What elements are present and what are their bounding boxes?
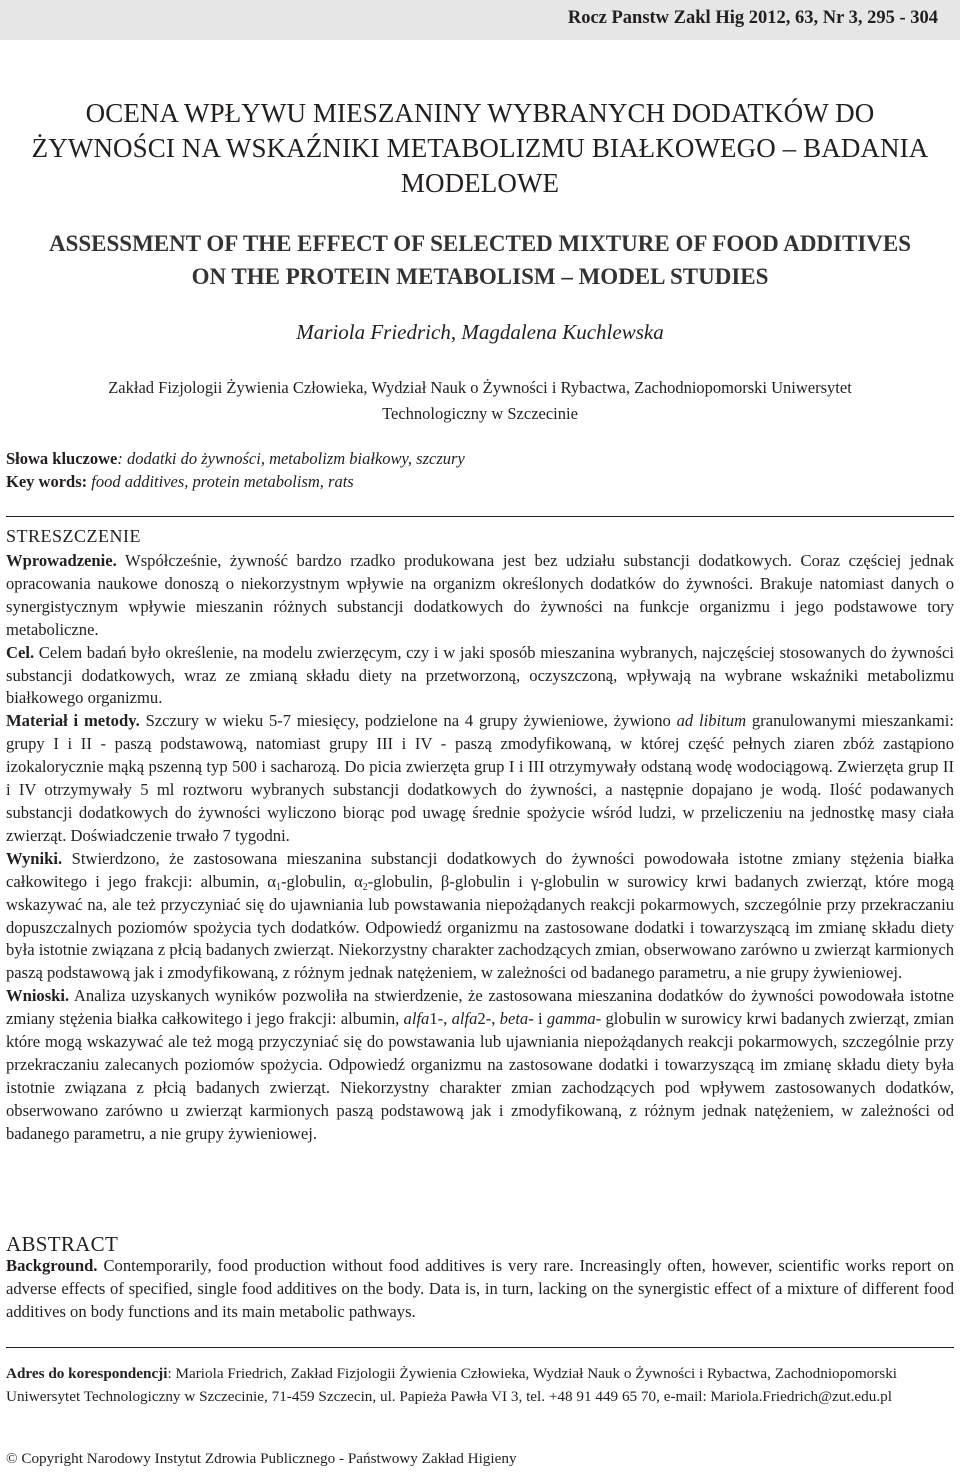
keywords-english-values: food additives, protein metabolism, rats [87,472,354,491]
text-wyniki-2: -globulin, α [280,871,363,891]
authors: Mariola Friedrich, Magdalena Kuchlewska [296,320,664,344]
label-wprowadzenie: Wprowadzenie. [6,551,117,570]
divider-bottom [6,1347,954,1348]
paragraph-material [6,710,954,847]
streszczenie-heading: STRESZCZENIE [6,526,141,546]
divider-top [6,516,954,517]
label-wyniki: Wyniki. [6,848,63,868]
label-material: Materiał i metody. [6,711,140,731]
keywords-english-label: Key words: [6,472,88,491]
text-wnioski-2: 1-, [429,1009,452,1029]
journal-header-band [0,0,960,40]
text-material-2: granulowanymi mieszankami: grupy I i II - paszą podstawową, natomiast grupy III i IV - paszą zmodyfikowaną, w której część pełnych ziaren zbóż zastąpiono izokalorycznie mąką pszenną typ 500 i sacharozą. Do picia zwierzęta grup I i III otrzymywały odstaną wodę wodociągową. Zwierzęta grup II i IV otrzymywały 5 ml roztworu wybranych substancji dodatkowych do żywności, a następnie dopajano je wodą. Ilość podawanych substancji dodatkowych do żywności wyliczono biorąc pod uwagę średnie spożycie wśród ludzi, w przeliczeniu na jednostkę masy ciała zwierząt. Doświadczenie trwało 7 tygodni. [6,711,954,845]
label-cel: Cel. [6,642,35,662]
keywords-polish-values: dodatki do żywności, metabolizm białkowy, szczury [122,449,465,468]
paragraph-wyniki [6,848,954,985]
text-wyniki-3: -globulin, β-globulin i γ-globulin w surowicy krwi badanych zwierząt, które mogą wskazywać na, ale też przyczyniać się do ujawniania lub powstawania niepożądanych reakcji pokarmowych, szczególnie przy przekraczaniu dopuszczalnych poziomów spożycia tych dodatków. Odpowiedź organizmu na zastosowane dodatki i towarzyszącą im zmianę składu diety była istotnie związana z płcią badanych zwierząt. Niekorzystny charakter zachodzących zmian, obserwowano zarówno u zwierząt karmionych paszą podstawową jak i zmodyfikowaną, z różnym jednak natężeniem, w zależności od badanego parametru, a nie grupy żywieniowej. [6,871,954,983]
title-polish-line: ŻYWNOŚCI NA WSKAŹNIKI METABOLIZMU BIAŁKOWEGO – BADANIA [31,133,929,163]
text-wnioski-4: - i [528,1009,547,1029]
keywords-polish [6,449,465,469]
affiliation-line: Zakład Fizjologii Żywienia Człowieka, Wydział Nauk o Żywności i Rybactwa, Zachodniopomorski Uniwersytet [108,378,852,397]
text-wnioski-alfa2: alfa [451,1009,478,1029]
paragraph-background [6,1255,954,1324]
text-material-italic: ad libitum [676,711,747,731]
paragraph-wprowadzenie [6,550,954,642]
label-wnioski: Wnioski. [6,986,70,1006]
paragraph-cel [6,642,954,711]
keywords-polish-label: Słowa kluczowe [6,449,118,468]
correspondence-label: Adres do korespondencji [6,1365,168,1382]
title-polish-line: OCENA WPŁYWU MIESZANINY WYBRANYCH DODATKÓW DO [85,98,875,128]
abstract-body [6,1255,954,1324]
title-english [0,227,960,293]
title-polish-line: MODELOWE [400,168,560,198]
subscript-1: 1 [275,881,281,893]
text-material-1: Szczury w wieku 5-7 miesięcy, podzielone na 4 grupy żywieniowe, żywiono [139,711,677,731]
text-wprowadzenie: Współcześnie, żywność bardzo rzadko produkowana jest bez udziału substancji dodatkowych. Coraz częściej jednak opracowania naukowe donoszą o niekorzystnym wpływie na organizm określonych dodatków do żywności. Brakuje natomiast danych o synergistycznym wpływie mieszanin różnych substancji dodatkowych do żywności na funkcje organizmu i jego podstawowe tory metaboliczne. [6,551,954,639]
text-wyniki-1: Stwierdzono, że zastosowana mieszanina substancji dodatkowych do żywności powodowała istotne zmiany stężenia białka całkowitego i jego frakcji: albumin, α [6,848,954,891]
copyright: © Copyright Narodowy Instytut Zdrowia Publicznego - Państwowy Zakład Higieny [6,1450,517,1467]
text-wnioski-alfa1: alfa [403,1009,430,1029]
correspondence [6,1363,954,1408]
correspondence-text: : Mariola Friedrich, Zakład Fizjologii Żywienia Człowieka, Wydział Nauk o Żywności i Rybactwa, Zachodniopomorski Uniwersytet Technologiczny w Szczecinie, 71-459 Szczecin, ul. Papieża Pawła VI 3, tel. +48 91 449 65 70, e-mail: Mariola.Friedrich@zut.edu.pl [6,1365,898,1405]
text-wnioski-5: - globulin w surowicy krwi badanych zwierząt, zmian które mogą wskazywać ale też mogą przyczyniać się do powstawania lub ujawniania niepożądanych reakcji pokarmowych, szczególnie przy przekraczaniu zalecanych poziomów spożycia. Odpowiedź organizmu na zastosowane dodatki i towarzyszącą im zmianę składu diety była istotnie związana z płcią badanych zwierząt. Niekorzystny charakter zmian zachodzących pod wpływem zastosowanych dodatków, obserwowano zarówno u zwierząt karmionych paszą podstawową jak i zmodyfikowaną, z różnym jednak natężeniem, w zależności od badanego parametru, a nie grupy żywieniowej. [6,1009,955,1143]
title-polish [0,96,960,201]
keywords-polish-separator: : [117,449,123,468]
affiliation-line: Technologiczny w Szczecinie [382,404,578,423]
title-english-line: ASSESSMENT OF THE EFFECT OF SELECTED MIXTURE OF FOOD ADDITIVES [48,231,912,256]
keywords-english [6,472,354,492]
subscript-2: 2 [362,881,368,893]
text-wnioski-1: Analiza uzyskanych wyników pozwoliła na stwierdzenie, że zastosowana mieszanina dodatków do żywności powodowała istotne zmiany stężenia białka całkowitego i jego frakcji: albumin, [6,986,954,1029]
text-background: Contemporarily, food production without food additives is very rare. Increasingly often, however, scientific works report on adverse effects of specified, single food additives on the body. Data is, in turn, lacking on the synergistic effect of a mixture of different food additives on body functions and its main metabolic pathways. [6,1256,954,1321]
text-wnioski-3: 2-, [477,1009,500,1029]
paragraph-wnioski [6,985,954,1145]
text-wnioski-gamma: gamma [546,1009,596,1029]
label-background: Background. [6,1256,98,1275]
text-cel: Celem badań było określenie, na modelu zwierzęcym, czy i w jaki sposób mieszanina wybranych, najczęściej stosowanych do żywności substancji dodatkowych, wraz ze zmianą składu diety na przetworzoną, oczyszczoną, wpływają na wybrane wskaźniki metabolizmu białkowego organizmu. [6,642,954,708]
title-english-line: ON THE PROTEIN METABOLISM – MODEL STUDIES [191,264,769,289]
text-wnioski-beta: beta [499,1009,529,1029]
streszczenie-body [6,550,954,1146]
abstract-heading: ABSTRACT [6,1232,119,1256]
affiliation [0,375,960,427]
journal-reference: Rocz Panstw Zakl Hig 2012, 63, Nr 3, 295 - 304 [567,8,938,28]
